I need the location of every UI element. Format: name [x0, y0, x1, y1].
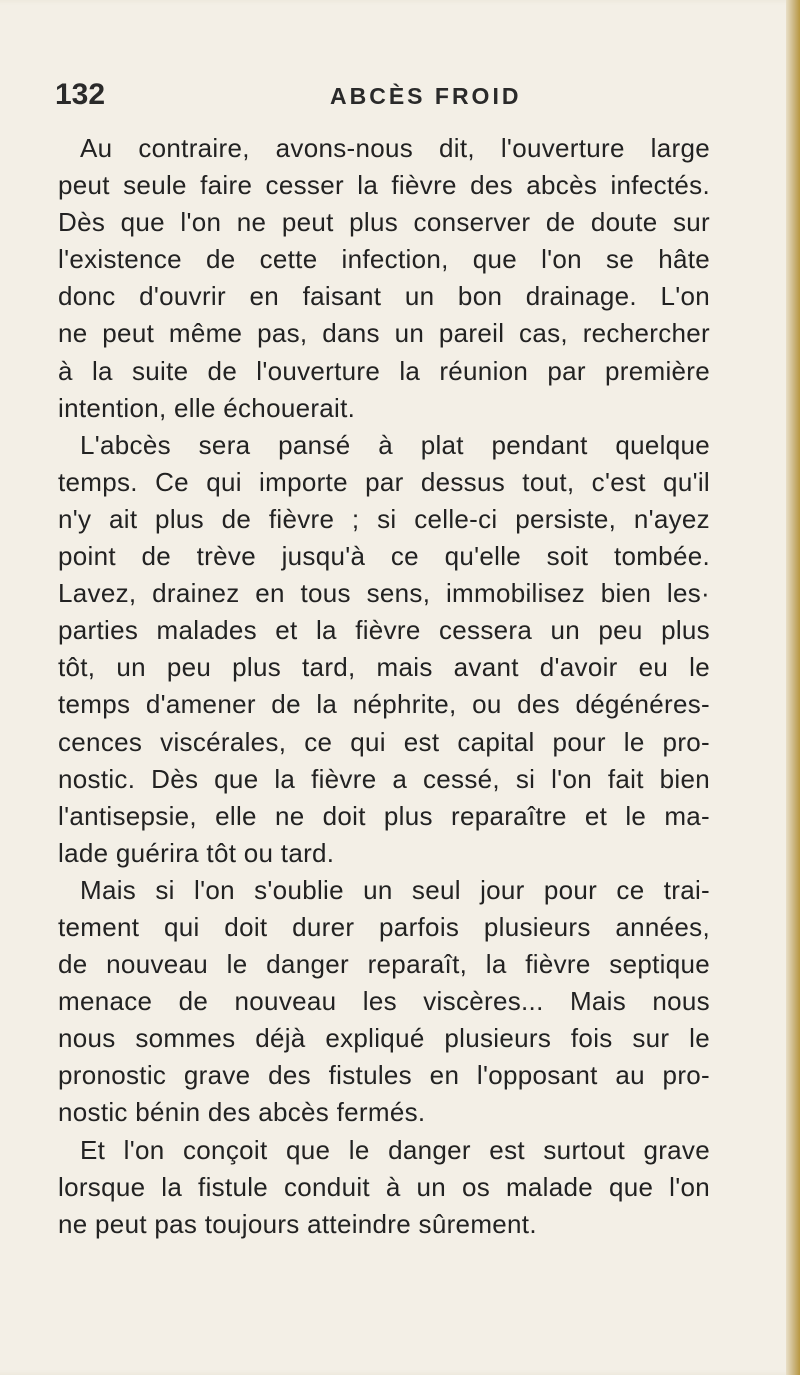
- text-line: cences viscérales, ce qui est capital pour le pro-: [58, 726, 710, 757]
- text-line: de nouveau le danger reparaît, la fièvre septique: [58, 949, 710, 980]
- text-line: ne peut même pas, dans un pareil cas, rechercher: [58, 318, 710, 349]
- page-edge: [786, 0, 800, 1375]
- text-line: lade guérira tôt ou tard.: [58, 837, 335, 868]
- text-line: Et l'on conçoit que le danger est surtout grave: [80, 1134, 710, 1165]
- text-line: point de trève jusqu'à ce qu'elle soit tombée.: [58, 541, 710, 572]
- text-line: n'y ait plus de fièvre ; si celle-ci persiste, n'ayez: [58, 503, 710, 534]
- text-line: peut seule faire cesser la fièvre des abcès infectés.: [58, 170, 710, 201]
- text-line: à la suite de l'ouverture la réunion par première: [58, 355, 710, 386]
- text-line: menace de nouveau les viscères... Mais nous: [58, 986, 710, 1017]
- body-text: [58, 130, 710, 1243]
- text-line: temps d'amener de la néphrite, ou des dégénéres-: [58, 689, 710, 720]
- text-line: Mais si l'on s'oublie un seul jour pour ce trai-: [80, 874, 710, 905]
- text-line: Lavez, drainez en tous sens, immobilisez bien les·: [58, 578, 710, 609]
- text-line: intention, elle échouerait.: [58, 392, 356, 423]
- text-line: parties malades et la fièvre cessera un peu plus: [58, 615, 710, 646]
- text-line: donc d'ouvrir en faisant un bon drainage. L'on: [58, 281, 710, 312]
- text-line: pronostic grave des fistules en l'opposant au pro-: [58, 1060, 710, 1091]
- text-line: tôt, un peu plus tard, mais avant d'avoir eu le: [58, 652, 710, 683]
- text-line: lorsque la fistule conduit à un os malade que l'on: [58, 1171, 710, 1202]
- text-line: ne peut pas toujours atteindre sûrement.: [58, 1208, 537, 1239]
- text-line: l'existence de cette infection, que l'on se hâte: [58, 244, 710, 275]
- page-number: 132: [55, 78, 106, 111]
- text-line: nostic. Dès que la fièvre a cessé, si l'on fait bien: [58, 763, 710, 794]
- text-line: temps. Ce qui importe par dessus tout, c'est qu'il: [58, 466, 710, 497]
- running-head: ABCÈS FROID: [330, 83, 522, 109]
- text-line: tement qui doit durer parfois plusieurs années,: [58, 911, 710, 942]
- text-line: Dès que l'on ne peut plus conserver de doute sur: [58, 207, 710, 238]
- text-line: nostic bénin des abcès fermés.: [58, 1097, 426, 1128]
- text-line: l'antisepsie, elle ne doit plus reparaître et le ma-: [58, 800, 710, 831]
- text-line: Au contraire, avons-nous dit, l'ouverture large: [80, 133, 710, 163]
- page-header: [55, 78, 695, 114]
- text-line: L'abcès sera pansé à plat pendant quelque: [80, 429, 710, 460]
- text-line: nous sommes déjà expliqué plusieurs fois sur le: [58, 1023, 710, 1054]
